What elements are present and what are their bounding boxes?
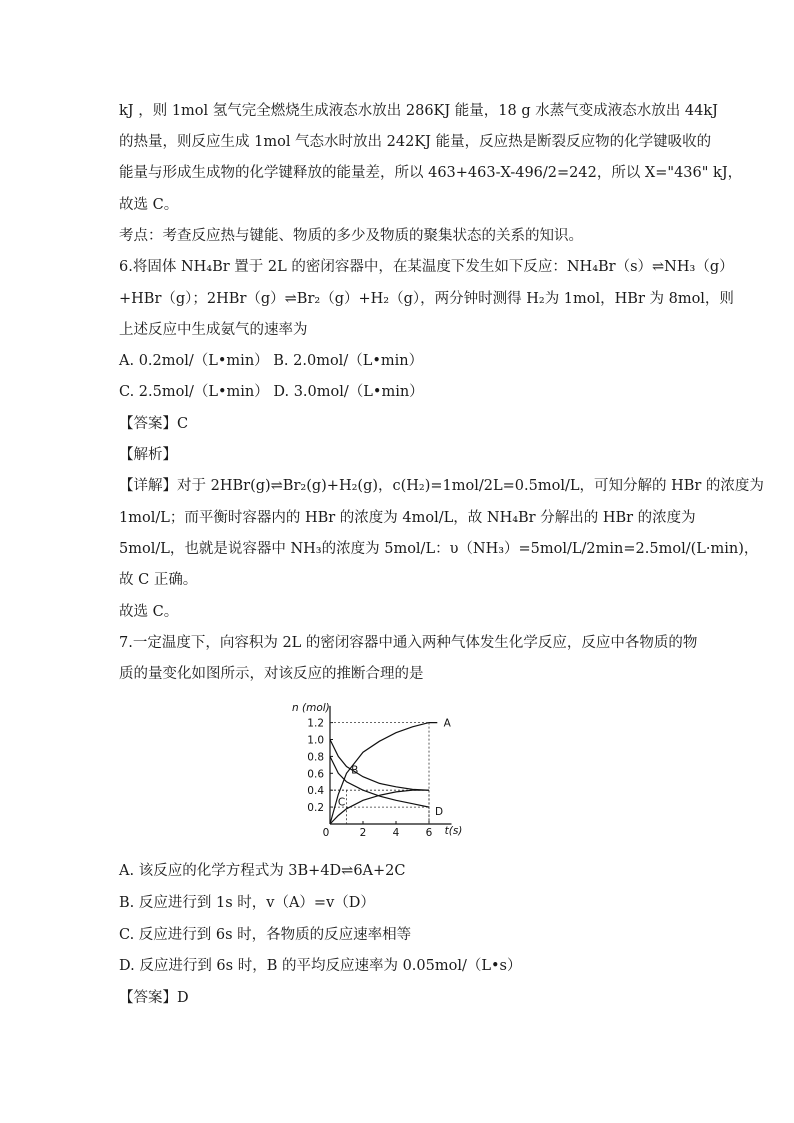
answer-label: 【答案】D (119, 990, 189, 1006)
question-7-line: 质的量变化如图所示，对该反应的推断合理的是 (119, 666, 424, 682)
question-6-options-line: C. 2.5mol/（L•min） D. 3.0mol/（L•min） (119, 384, 424, 400)
explanation-line: 1mol/L；而平衡时容器内的 HBr 的浓度为 4mol/L，故 NH₄Br 分解出的 HBr 的浓度为 (119, 510, 696, 526)
paragraph-line: 故选 C。 (119, 197, 179, 213)
explanation-line: 【详解】对于 2HBr(g)⇌Br₂(g)+H₂(g)，c(H₂)=1mol/2L=0.5mol/L，可知分解的 HBr 的浓度为 (119, 478, 764, 494)
option-a: A. 该反应的化学方程式为 3B+4D⇌6A+2C (119, 863, 406, 879)
option-b: B. 反应进行到 1s 时，v（A）=v（D） (119, 895, 375, 911)
x-tick-label: 2 (359, 827, 367, 839)
x-axis-title: t(s) (444, 825, 463, 837)
y-tick-label: 1.2 (307, 717, 324, 730)
option-d: D. 反应进行到 6s 时，B 的平均反应速率为 0.05mol/（L•s） (119, 958, 522, 974)
question-6-options-line: A. 0.2mol/（L•min） B. 2.0mol/（L•min） (119, 353, 424, 369)
question-7-line: 7.一定温度下，向容积为 2L 的密闭容器中通入两种气体发生化学反应，反应中各物质的物 (119, 635, 698, 651)
series-line-B (330, 740, 429, 791)
explanation-line: 5mol/L，也就是说容器中 NH₃的浓度为 5mol/L：υ（NH₃）=5mol/L/2min=2.5mol/(L·min)， (119, 541, 759, 557)
paragraph-line: 考点：考查反应热与键能、物质的多少及物质的聚集状态的关系的知识。 (119, 228, 583, 244)
paragraph-line: 的热量，则反应生成 1mol 气态水时放出 242KJ 能量，反应热是断裂反应物的化学键吸收的 (119, 134, 712, 150)
y-tick-label: 0.4 (307, 785, 324, 798)
mole-time-chart (284, 696, 484, 841)
analysis-label: 【解析】 (119, 447, 177, 463)
y-axis-title: n (mol) (292, 701, 330, 714)
series-label-C: C (337, 796, 346, 809)
question-6-line: 上述反应中生成氨气的速率为 (119, 322, 308, 338)
chart-series (330, 723, 437, 824)
y-tick-label: 1.0 (307, 734, 324, 747)
answer-label: 【答案】C (119, 416, 189, 432)
series-label-D: D (434, 806, 444, 819)
y-tick-label: 0.8 (307, 751, 324, 764)
explanation-line: 故 C 正确。 (119, 572, 198, 588)
x-tick-label: 4 (392, 827, 400, 839)
y-tick-label: 0.6 (307, 768, 324, 781)
series-label-A: A (443, 717, 451, 730)
paragraph-line: 能量与形成生成物的化学键释放的能量差，所以 463+463-X-496/2=242，所以 X="436" kJ， (119, 165, 743, 181)
origin-label: 0 (322, 827, 330, 839)
question-6-line: +HBr（g）；2HBr（g）⇌Br₂（g）+H₂（g），两分钟时测得 H₂为 1mol，HBr 为 8mol，则 (119, 291, 734, 307)
y-tick-label: 0.2 (307, 802, 324, 815)
chart-guides (330, 723, 429, 824)
x-tick-label: 6 (425, 827, 433, 839)
paragraph-line: 故选 C。 (119, 604, 179, 620)
paragraph-line: kJ ，则 1mol 氢气完全燃烧生成液态水放出 286KJ 能量，18 g 水蒸气变成液态水放出 44kJ (119, 103, 718, 119)
series-label-B: B (351, 764, 359, 777)
question-6-line: 6.将固体 NH₄Br 置于 2L 的密闭容器中，在某温度下发生如下反应：NH₄Br（s）⇌NH₃（g） (119, 259, 734, 275)
option-c: C. 反应进行到 6s 时，各物质的反应速率相等 (119, 927, 412, 943)
